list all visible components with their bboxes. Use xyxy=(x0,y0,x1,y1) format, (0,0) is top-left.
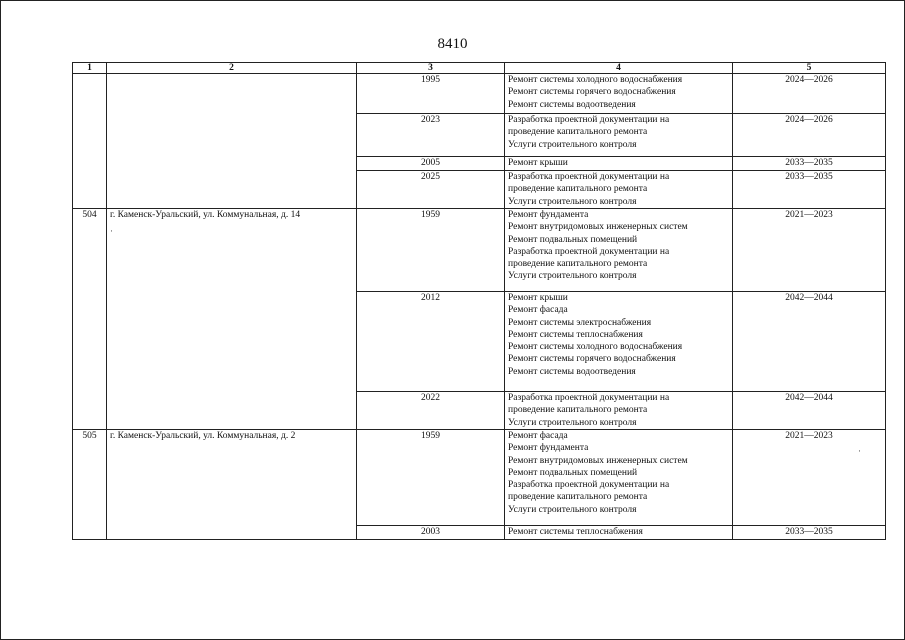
work-item: Разработка проектной документации на xyxy=(508,246,670,257)
work-types xyxy=(505,171,733,209)
work-item: Услуги строительного контроля xyxy=(508,417,637,428)
work-item: Ремонт фасада xyxy=(508,305,568,316)
work-item: Разработка проектной документации на xyxy=(508,480,670,491)
column-header: 2 xyxy=(107,63,357,74)
work-types xyxy=(505,157,733,171)
work-item: Ремонт фундамента xyxy=(508,210,589,220)
work-item: Услуги строительного контроля xyxy=(508,196,637,207)
work-item: Ремонт подвальных помещений xyxy=(508,467,638,478)
table-body xyxy=(73,74,886,540)
column-header: 3 xyxy=(357,63,505,74)
repair-schedule-table xyxy=(72,62,886,540)
work-item: Ремонт фасада xyxy=(508,431,568,441)
building-address: г. Каменск-Уральский, ул. Коммунальная, д. 2 xyxy=(107,430,357,540)
table-row xyxy=(73,74,886,114)
work-item: Ремонт системы горячего водоснабжения xyxy=(508,354,676,365)
column-header: 5 xyxy=(733,63,886,74)
last-repair-year: 2003 xyxy=(357,526,505,540)
header-row xyxy=(73,63,886,74)
work-item: проведение капитального ремонта xyxy=(508,492,648,503)
last-repair-year: 2025 xyxy=(357,171,505,209)
work-item: Разработка проектной документации на xyxy=(508,393,670,403)
work-item: Ремонт системы теплоснабжения xyxy=(508,527,643,537)
work-item: Разработка проектной документации на xyxy=(508,115,670,125)
building-number: 505 xyxy=(73,430,107,540)
work-item: проведение капитального ремонта xyxy=(508,259,648,270)
building-address: г. Каменск-Уральский, ул. Коммунальная, д. 14 xyxy=(107,209,357,430)
work-types xyxy=(505,114,733,157)
planned-period: 2021—2023 xyxy=(733,209,886,292)
table-row xyxy=(73,430,886,526)
building-address xyxy=(107,74,357,209)
work-types xyxy=(505,430,733,526)
work-item: Ремонт системы водоотведения xyxy=(508,366,636,377)
last-repair-year: 2012 xyxy=(357,292,505,392)
page-number: 8410 xyxy=(437,36,468,52)
work-item: Услуги строительного контроля xyxy=(508,139,637,150)
planned-period: 2033—2035 xyxy=(733,157,886,171)
planned-period: 2033—2035 xyxy=(733,526,886,540)
work-item: Услуги строительного контроля xyxy=(508,271,637,282)
planned-period: 2042—2044 xyxy=(733,392,886,430)
table-row xyxy=(73,209,886,292)
building-number xyxy=(73,74,107,209)
work-item: проведение капитального ремонта xyxy=(508,127,648,138)
work-item: Услуги строительного контроля xyxy=(508,504,637,515)
work-item: Ремонт системы электроснабжения xyxy=(508,317,652,328)
last-repair-year: 1959 xyxy=(357,209,505,292)
work-item: проведение капитального ремонта xyxy=(508,405,648,416)
scan-speck: · xyxy=(858,446,861,456)
building-number: 504 xyxy=(73,209,107,430)
work-item: Ремонт подвальных помещений xyxy=(508,234,638,245)
planned-period: 2021—2023 xyxy=(733,430,886,526)
work-types xyxy=(505,209,733,292)
work-item: Ремонт крыши xyxy=(508,293,568,303)
work-item: Ремонт системы водоотведения xyxy=(508,99,636,110)
planned-period: 2024—2026 xyxy=(733,74,886,114)
work-types xyxy=(505,292,733,392)
last-repair-year: 2022 xyxy=(357,392,505,430)
last-repair-year: 2005 xyxy=(357,157,505,171)
planned-period: 2033—2035 xyxy=(733,171,886,209)
planned-period: 2024—2026 xyxy=(733,114,886,157)
planned-period: 2042—2044 xyxy=(733,292,886,392)
last-repair-year: 1995 xyxy=(357,74,505,114)
work-types xyxy=(505,392,733,430)
work-item: Ремонт крыши xyxy=(508,158,568,168)
work-item: Разработка проектной документации на xyxy=(508,172,670,182)
scan-speck: · xyxy=(110,226,113,236)
work-item: Ремонт системы холодного водоснабжения xyxy=(508,342,683,353)
work-item: Ремонт внутридомовых инженерных систем xyxy=(508,222,688,233)
work-item: Ремонт системы теплоснабжения xyxy=(508,329,643,340)
work-item: Ремонт системы холодного водоснабжения xyxy=(508,75,683,85)
work-types xyxy=(505,74,733,114)
last-repair-year: 1959 xyxy=(357,430,505,526)
work-item: проведение капитального ремонта xyxy=(508,184,648,195)
column-header: 1 xyxy=(73,63,107,74)
last-repair-year: 2023 xyxy=(357,114,505,157)
work-types xyxy=(505,526,733,540)
column-header: 4 xyxy=(505,63,733,74)
work-item: Ремонт фундамента xyxy=(508,443,589,454)
work-item: Ремонт системы горячего водоснабжения xyxy=(508,87,676,98)
work-item: Ремонт внутридомовых инженерных систем xyxy=(508,455,688,466)
